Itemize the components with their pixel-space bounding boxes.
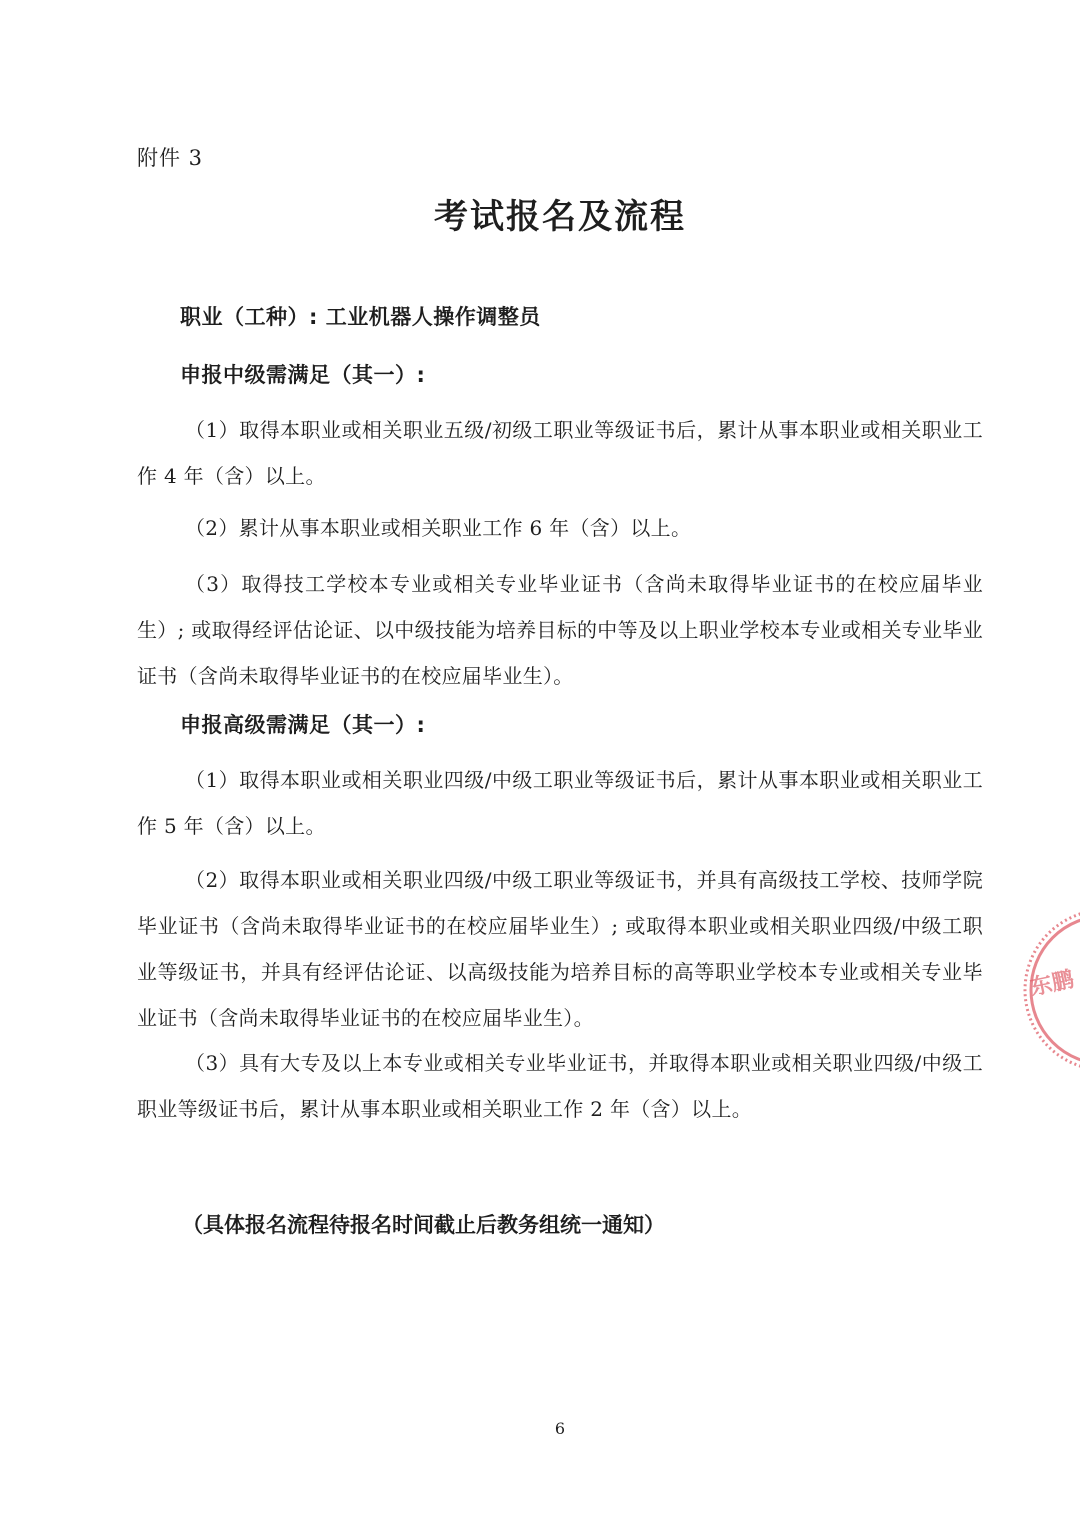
registration-footer-note: （具体报名流程待报名时间截止后教务组统一通知） bbox=[182, 1213, 665, 1237]
occupation-heading: 职业（工种）: 工业机器人操作调整员 bbox=[180, 305, 541, 329]
attachment-label: 附件 3 bbox=[137, 146, 204, 170]
official-seal-stamp bbox=[1010, 900, 1080, 1080]
intermediate-heading: 申报中级需满足（其一）: bbox=[180, 363, 426, 387]
advanced-item-2: （2）取得本职业或相关职业四级/中级工职业等级证书，并具有高级技工学校、技师学院毕业证书（含尚未取得毕业证书的在校应届毕业生）; 或取得本职业或相关职业四级/中级工职业等级证书，并具有经评估论证、以高级技能为培养目标的高等职业学校本专业或相关专业毕业证书（含尚未取得毕业证书的在校应届毕业生）。 bbox=[137, 868, 983, 1030]
intermediate-item-2: （2）累计从事本职业或相关职业工作 6 年（含）以上。 bbox=[185, 516, 692, 540]
advanced-heading: 申报高级需满足（其一）: bbox=[180, 713, 426, 737]
advanced-item-3: （3）具有大专及以上本专业或相关专业毕业证书，并取得本职业或相关职业四级/中级工职业等级证书后，累计从事本职业或相关职业工作 2 年（含）以上。 bbox=[137, 1051, 983, 1121]
advanced-item-1: （1）取得本职业或相关职业四级/中级工职业等级证书后，累计从事本职业或相关职业工作 5 年（含）以上。 bbox=[137, 768, 983, 838]
intermediate-item-1: （1）取得本职业或相关职业五级/初级工职业等级证书后，累计从事本职业或相关职业工作 4 年（含）以上。 bbox=[137, 418, 983, 488]
page-title: 考试报名及流程 bbox=[434, 197, 686, 237]
page-number: 6 bbox=[554, 1419, 566, 1438]
svg-text:东鹏: 东鹏 bbox=[1028, 967, 1077, 1001]
intermediate-item-3: （3）取得技工学校本专业或相关专业毕业证书（含尚未取得毕业证书的在校应届毕业生）; 或取得经评估论证、以中级技能为培养目标的中等及以上职业学校本专业或相关专业毕业证书（含尚未取得毕业证书的在校应届毕业生）。 bbox=[137, 572, 983, 688]
